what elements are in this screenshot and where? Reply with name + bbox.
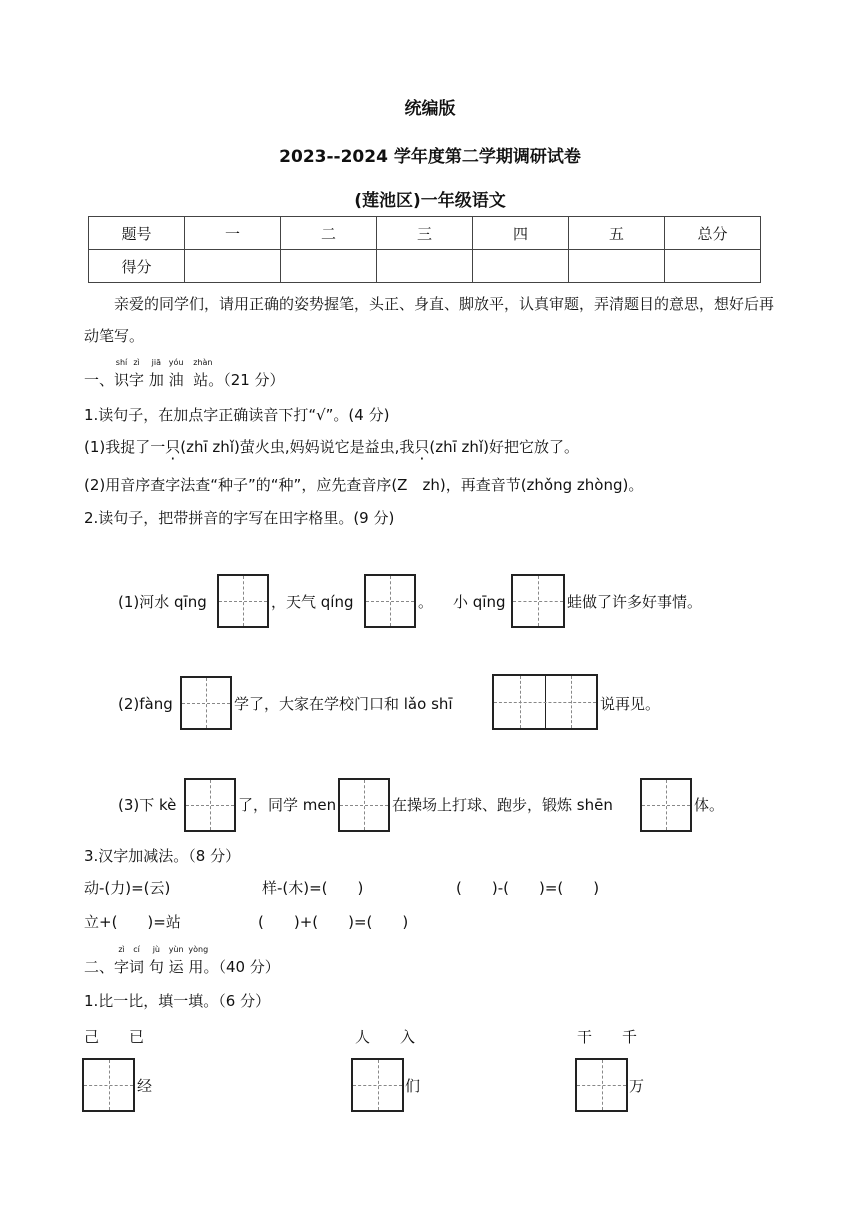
pinyin-char: yòng 用 [188, 945, 209, 976]
q1-title: 1.读句子，在加点字正确读音下打“√”。(4 分) [84, 406, 390, 424]
score-cell[interactable] [281, 250, 377, 283]
q2-line1-part-c: 。 [418, 593, 434, 611]
q3-equation[interactable]: 样-(木)=( ) [262, 879, 364, 897]
score-table-score-row [89, 250, 761, 283]
tianzige-box[interactable] [351, 1058, 404, 1112]
score-table [88, 216, 761, 283]
tianzige-box[interactable] [364, 574, 416, 628]
dotted-char: 只 [414, 438, 430, 456]
pinyin-char: shí 识 [114, 358, 130, 389]
word-suffix: 万 [629, 1077, 645, 1095]
tianzige-box[interactable] [338, 778, 390, 832]
q3-equation[interactable]: ( )-( )=( ) [456, 879, 600, 897]
intro-paragraph: 亲爱的同学们，请用正确的姿势握笔，头正、身直、脚放平，认真审题，弄清题目的意思，想好后再动笔写。 [84, 295, 775, 345]
q2-title: 2.读句子，把带拼音的字写在田字格里。(9 分) [84, 509, 395, 527]
tianzige-box[interactable] [640, 778, 692, 832]
pinyin-char: yùn 运 [168, 945, 184, 976]
q1-sentence-2: (2)用音序查字法查“种子”的“种”，应先查音序(Z zh)，再查音节(zhǒng zhòng)。 [84, 476, 644, 494]
section1-heading [84, 358, 285, 390]
header-cell: 总分 [665, 217, 761, 250]
score-cell[interactable] [569, 250, 665, 283]
q2-line1-part-d: 小 qīng [453, 593, 506, 611]
tianzige-double-box[interactable] [492, 674, 598, 730]
score-cell[interactable] [185, 250, 281, 283]
q2-line3-part-b: 了，同学 men [238, 796, 337, 814]
q3-title: 3.汉字加减法。（8 分） [84, 847, 241, 865]
tianzige-box[interactable] [180, 676, 232, 730]
section1-suffix: 。（21 分） [208, 371, 285, 389]
tianzige-box[interactable] [184, 778, 236, 832]
exam-subject-title: (莲池区)一年级语文 [354, 191, 506, 211]
header-cell: 五 [569, 217, 665, 250]
tianzige-box[interactable] [511, 574, 565, 628]
char-pair: 己 已 [84, 1028, 145, 1046]
q3-equation[interactable]: ( )+( )=( ) [258, 913, 409, 931]
header-cell: 一 [185, 217, 281, 250]
tianzige-box[interactable] [217, 574, 269, 628]
score-row-label: 得分 [89, 250, 185, 283]
edition-title: 统编版 [404, 99, 456, 119]
pinyin-char: jù 句 [148, 945, 164, 976]
section1-prefix: 一、 [84, 371, 115, 389]
section2-heading [84, 945, 280, 977]
s2-q1-title: 1.比一比，填一填。（6 分） [84, 992, 271, 1010]
q2-line2-part-a: (2)fàng [118, 695, 173, 713]
header-cell: 四 [473, 217, 569, 250]
header-cell: 题号 [89, 217, 185, 250]
char-pair: 人 入 [355, 1028, 416, 1046]
q2-line3-part-d: 体。 [694, 796, 725, 814]
pinyin-char: zì 字 [129, 358, 145, 389]
tianzige-box[interactable] [82, 1058, 135, 1112]
pinyin-char: zhàn 站 [193, 358, 213, 389]
header-cell: 三 [377, 217, 473, 250]
q1-sentence-1: (1)我捉了一只(zhī zhǐ)萤火虫,妈妈说它是益虫,我只(zhī zhǐ)好把它放了。 [84, 438, 579, 456]
q2-line2-part-c: 说再见。 [600, 695, 661, 713]
q3-equation: 动-(力)=(云) [84, 879, 171, 897]
q2-line1-part-a: (1)河水 qīng [118, 593, 207, 611]
q2-line3-part-c: 在操场上打球、跑步，锻炼 shēn [392, 796, 613, 814]
q2-line2-part-b: 学了，大家在学校门口和 lǎo shī [234, 695, 453, 713]
pinyin-char: zì 字 [114, 945, 130, 976]
word-suffix: 经 [137, 1077, 153, 1095]
score-cell[interactable] [665, 250, 761, 283]
pinyin-char: jiā 加 [148, 358, 164, 389]
exam-term-title: 2023--2024 学年度第二学期调研试卷 [279, 147, 581, 167]
tianzige-box[interactable] [575, 1058, 628, 1112]
score-cell[interactable] [377, 250, 473, 283]
pinyin-char: yóu 油 [168, 358, 184, 389]
word-suffix: 们 [405, 1077, 421, 1095]
q2-line3-part-a: (3)下 kè [118, 796, 177, 814]
score-cell[interactable] [473, 250, 569, 283]
q2-line1-part-e: 蛙做了许多好事情。 [567, 593, 703, 611]
section2-suffix: 。（40 分） [203, 958, 280, 976]
score-table-header-row [89, 217, 761, 250]
dotted-char: 只 [165, 438, 181, 456]
q3-equation[interactable]: 立+( )=站 [84, 913, 181, 931]
header-cell: 二 [281, 217, 377, 250]
section2-prefix: 二、 [84, 958, 115, 976]
char-pair: 干 千 [577, 1028, 638, 1046]
q2-line1-part-b: ，天气 qíng [271, 593, 354, 611]
pinyin-char: cí 词 [129, 945, 145, 976]
